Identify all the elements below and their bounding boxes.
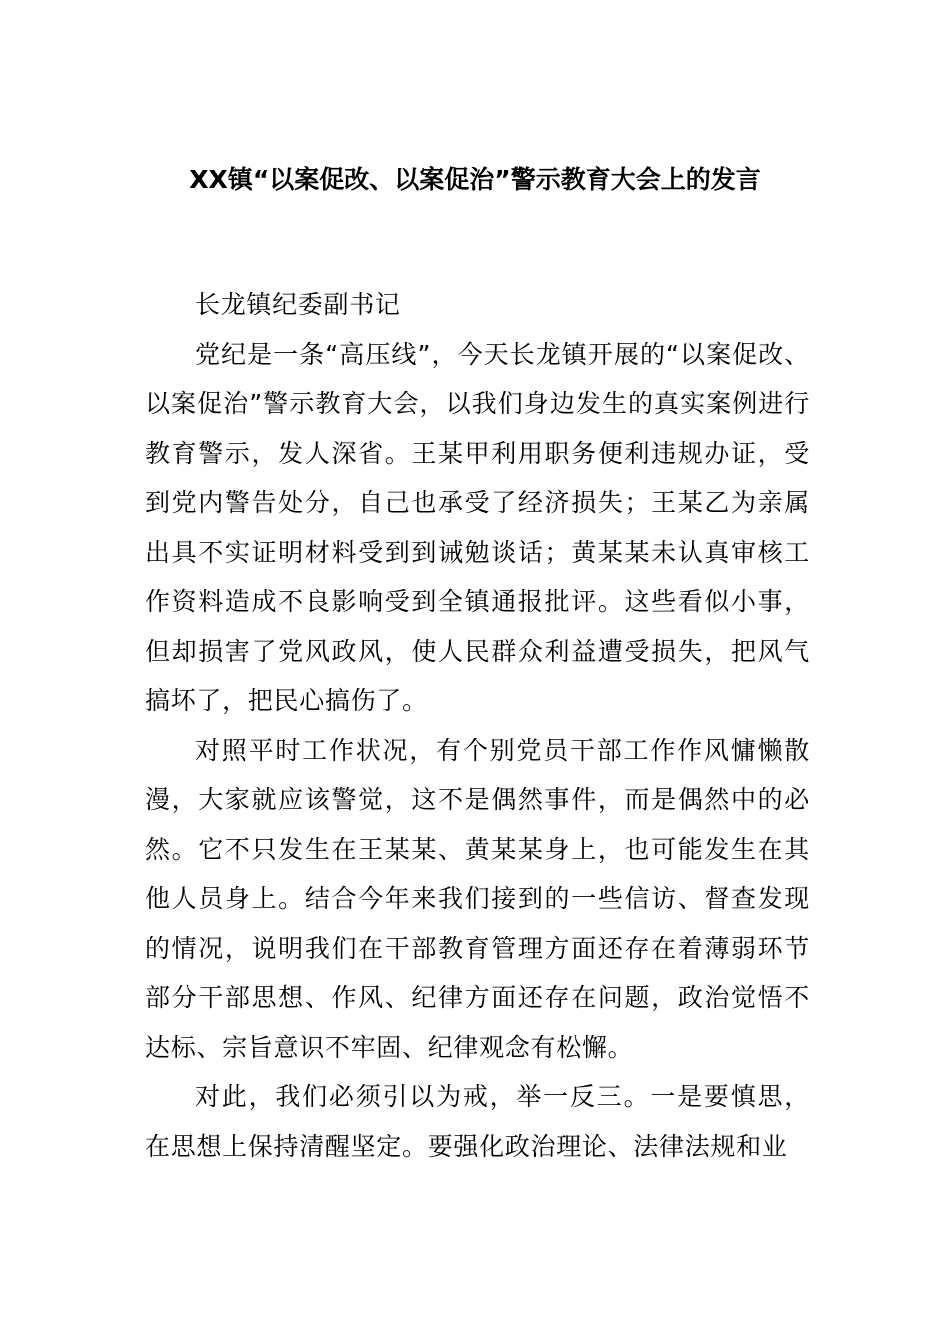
paragraph-2: 对照平时工作状况，有个别党员干部工作作风慵懒散漫，大家就应该警觉，这不是偶然事件，而是偶然中的必然。它不只发生在王某某、黄某某身上，也可能发生在其他人员身上。结合今年来我们接到的一些信访、督查发现的情况，说明我们在干部教育管理方面还存在着薄弱环节部分干部思想、作风、纪律方面还存在问题，政治觉悟不达标、宗旨意识不牢固、纪律观念有松懈。 <box>145 735 810 1062</box>
author-line: 长龙镇纪委副书记 <box>195 290 401 319</box>
document-title: XX镇“以案促改、以案促治”警示教育大会上的发言 <box>189 165 761 194</box>
document-body <box>145 280 810 1171</box>
paragraph-3: 对此，我们必须引以为戒，举一反三。一是要慎思，在思想上保持清醒坚定。要强化政治理论、法律法规和业 <box>145 1082 810 1161</box>
paragraph-1: 党纪是一条“高压线”，今天长龙镇开展的“以案促改、以案促治”警示教育大会，以我们身边发生的真实案例进行教育警示，发人深省。王某甲利用职务便利违规办证，受到党内警告处分，自己也承受了经济损失；王某乙为亲属出具不实证明材料受到到诫勉谈话；黄某某未认真审核工作资料造成不良影响受到全镇通报批评。这些看似小事，但却损害了党风政风，使人民群众利益遭受损失，把风气搞坏了，把民心搞伤了。 <box>145 339 810 715</box>
